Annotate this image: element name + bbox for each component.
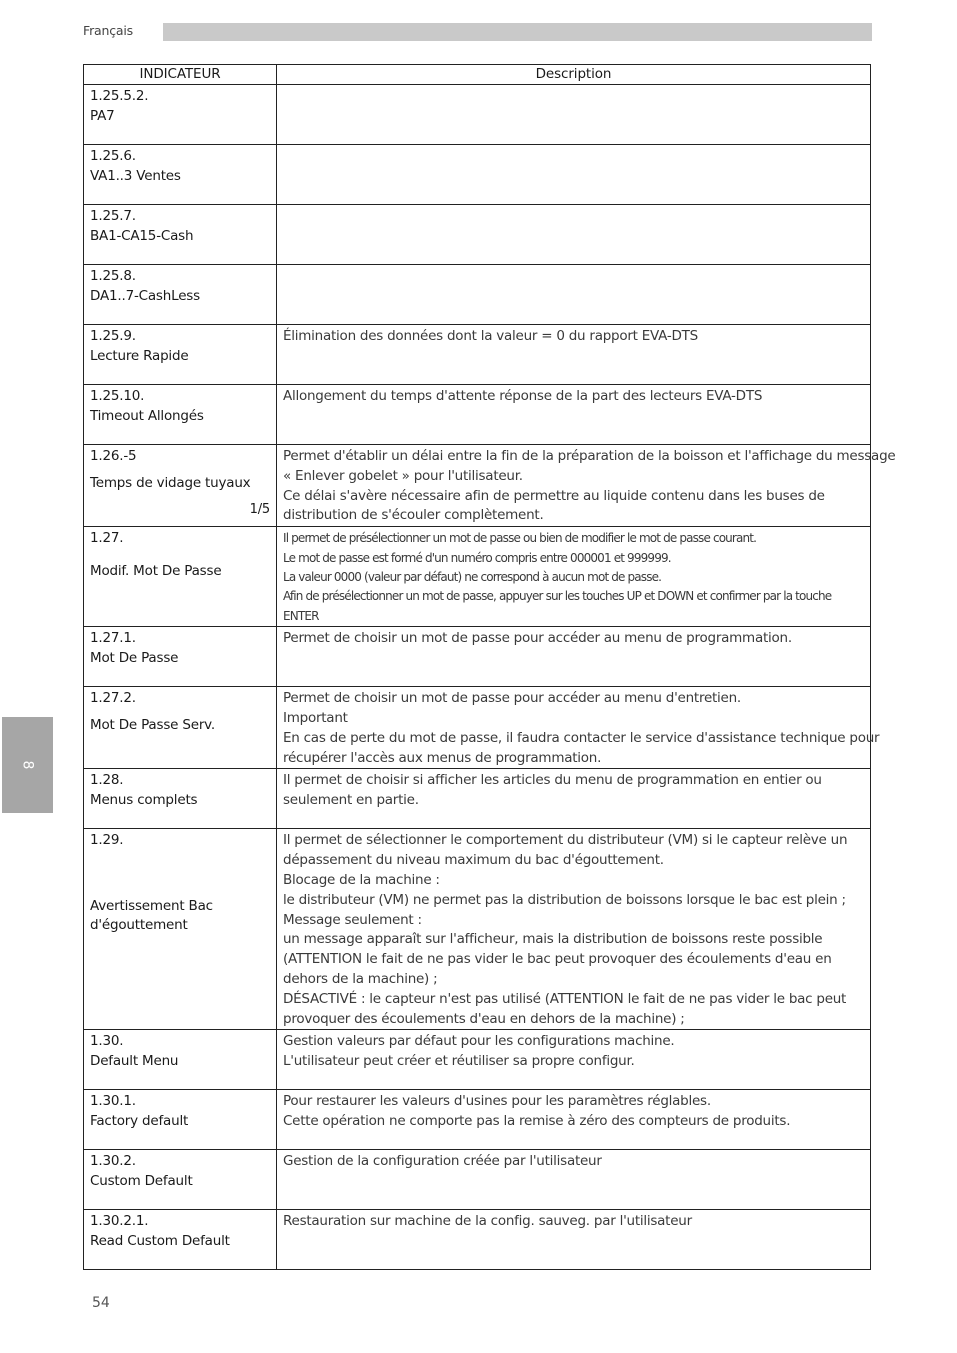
header-bar	[163, 23, 872, 41]
indicator-name: Mot De Passe	[90, 649, 179, 666]
description-content	[277, 265, 870, 267]
description-line: Pour restaurer les valeurs d'usines pour les paramètres réglables.	[283, 1093, 711, 1110]
indicator-name: BA1-CA15-Cash	[90, 227, 194, 244]
indicator-extra: 1/5	[249, 501, 270, 517]
description-line: Gestion valeurs par défaut pour les configurations machine.	[283, 1033, 675, 1050]
column-header-indicator: INDICATEUR	[84, 65, 277, 85]
table-row	[84, 1030, 871, 1090]
indicator-cell-content	[84, 627, 276, 686]
indicator-name: Lecture Rapide	[90, 347, 189, 364]
page-number: 54	[92, 1295, 110, 1311]
chapter-tab	[2, 717, 53, 813]
indicator-code: 1.30.	[90, 1033, 124, 1050]
description-content	[277, 829, 870, 1029]
indicator-code: 1.25.6.	[90, 148, 136, 164]
description-cell	[277, 265, 871, 325]
table-row	[84, 145, 871, 205]
table-row	[84, 1150, 871, 1210]
column-header-description: Description	[277, 65, 871, 85]
description-line: L'utilisateur peut créer et réutiliser sa propre configur.	[283, 1053, 635, 1070]
indicator-code: 1.26.-5	[90, 448, 137, 464]
description-line: Blocage de la machine :	[283, 872, 440, 888]
description-line: Ce délai s'avère nécessaire afin de permettre au liquide contenu dans les buses de	[283, 487, 825, 504]
description-line: Le mot de passe est formé d'un numéro compris entre 000001 et 999999.	[283, 550, 671, 565]
description-line: Afin de présélectionner un mot de passe, appuyer sur les touches UP et DOWN et confirmer par la touche	[283, 589, 832, 604]
indicator-code: 1.25.8.	[90, 268, 136, 284]
indicator-cell-content	[84, 145, 276, 204]
indicator-name: Default Menu	[90, 1052, 179, 1069]
table-row	[84, 687, 871, 769]
table-row	[84, 527, 871, 627]
indicator-cell	[84, 145, 277, 205]
indicator-cell	[84, 1090, 277, 1150]
table-row	[84, 205, 871, 265]
description-line: Élimination des données dont la valeur = 0 du rapport EVA-DTS	[283, 328, 698, 344]
table-row	[84, 265, 871, 325]
description-line: (ATTENTION le fait de ne pas vider le bac peut provoquer des écoulements d'eau en	[283, 951, 832, 968]
description-cell	[277, 1150, 871, 1210]
description-line: Restauration sur machine de la config. sauveg. par l'utilisateur	[283, 1213, 692, 1230]
indicator-code: 1.27.	[90, 530, 124, 547]
description-cell	[277, 687, 880, 769]
indicator-name: Timeout Allongés	[90, 407, 204, 424]
indicator-cell	[84, 445, 277, 527]
description-line: La valeur 0000 (valeur par défaut) ne correspond à aucun mot de passe.	[283, 570, 662, 584]
chapter-tab-label: 8	[19, 760, 36, 770]
description-line: le distributeur (VM) ne permet pas la distribution de boissons lorsque le bac est plein ;	[283, 891, 846, 908]
indicator-code: 1.27.1.	[90, 630, 136, 647]
description-line: récupérer l'accès aux menus de programmation.	[283, 749, 602, 766]
indicator-code: 1.28.	[90, 772, 124, 789]
description-content	[277, 769, 870, 811]
description-cell	[277, 205, 871, 265]
indicator-code: 1.25.9.	[90, 328, 136, 344]
table-row	[84, 325, 871, 385]
indicator-cell	[84, 385, 277, 445]
indicator-cell	[84, 769, 277, 829]
description-line: Il permet de choisir si afficher les articles du menu de programmation en entier ou	[283, 772, 822, 789]
indicator-cell-content	[84, 1090, 276, 1149]
description-line: dehors de la machine) ;	[283, 970, 438, 987]
indicator-code: 1.30.2.1.	[90, 1213, 149, 1230]
description-content	[277, 1210, 870, 1232]
description-cell	[277, 627, 871, 687]
indicator-cell	[84, 85, 277, 145]
indicator-cell-content	[84, 527, 276, 625]
description-line: Cette opération ne comporte pas la remise à zéro des compteurs de produits.	[283, 1113, 791, 1130]
indicator-cell	[84, 627, 277, 687]
description-line: Permet d'établir un délai entre la fin de la préparation de la boisson et l'affichage du message	[283, 448, 896, 464]
indicator-cell-content	[84, 829, 276, 1027]
indicator-cell	[84, 1210, 277, 1270]
description-line: Message seulement :	[283, 911, 422, 928]
description-cell	[277, 325, 871, 385]
description-cell	[277, 445, 896, 527]
description-line: un message apparaît sur l'afficheur, mais la distribution de boissons reste possible	[283, 931, 823, 948]
indicator-name: Avertissement Bac d'égouttement	[90, 897, 213, 934]
indicator-code: 1.25.5.2.	[90, 88, 149, 104]
indicator-name: Factory default	[90, 1112, 189, 1129]
indicator-cell	[84, 205, 277, 265]
indicator-name: DA1..7-CashLess	[90, 287, 200, 304]
description-line: DÉSACTIVÉ : le capteur n'est pas utilisé (ATTENTION le fait de ne pas vider le bac peut	[283, 990, 847, 1007]
indicator-name: Modif. Mot De Passe	[90, 562, 222, 579]
indicator-name: Menus complets	[90, 791, 198, 808]
table-row	[84, 1210, 871, 1270]
description-line: dépassement du niveau maximum du bac d'égouttement.	[283, 852, 664, 869]
description-cell	[277, 145, 871, 205]
description-cell	[277, 829, 871, 1030]
indicator-cell	[84, 829, 277, 1030]
description-content	[277, 1090, 870, 1132]
description-cell	[277, 1030, 871, 1090]
indicator-code: 1.30.2.	[90, 1153, 136, 1170]
indicator-cell	[84, 1030, 277, 1090]
description-line: « Enlever gobelet » pour l'utilisateur.	[283, 467, 523, 484]
indicator-cell	[84, 1150, 277, 1210]
description-cell	[277, 385, 871, 445]
indicator-code: 1.27.2.	[90, 690, 136, 707]
description-line: Il permet de présélectionner un mot de passe ou bien de modifier le mot de passe courant.	[283, 531, 757, 546]
description-cell	[277, 85, 871, 145]
description-line: ENTER	[283, 608, 319, 623]
description-line: seulement en partie.	[283, 792, 419, 809]
indicator-cell-content	[84, 265, 276, 324]
language-label: Français	[83, 23, 133, 38]
table-row	[84, 1090, 871, 1150]
description-line: provoquer des écoulements d'eau en dehors de la machine) ;	[283, 1010, 685, 1027]
indicator-cell-content	[84, 325, 276, 384]
indicator-name: Read Custom Default	[90, 1232, 230, 1249]
indicator-cell-content	[84, 1150, 276, 1209]
indicator-code: 1.25.10.	[90, 388, 145, 404]
description-line: Gestion de la configuration créée par l'utilisateur	[283, 1153, 602, 1170]
table-header-row	[84, 65, 871, 85]
description-content	[277, 325, 870, 347]
description-content	[277, 385, 870, 407]
description-line: Il permet de sélectionner le comportement du distributeur (VM) si le capteur relève un	[283, 832, 848, 849]
indicator-code: 1.25.7.	[90, 208, 136, 224]
description-content	[277, 527, 870, 626]
indicator-table	[83, 64, 896, 1270]
table-row	[84, 385, 871, 445]
indicator-name: Mot De Passe Serv.	[90, 716, 216, 733]
indicator-cell-content	[84, 1030, 276, 1089]
table-row	[84, 627, 871, 687]
indicator-cell-content	[84, 769, 276, 828]
description-cell	[277, 769, 871, 829]
description-cell	[277, 527, 871, 627]
description-line: Allongement du temps d'attente réponse de la part des lecteurs EVA-DTS	[283, 388, 763, 404]
indicator-name: VA1..3 Ventes	[90, 167, 181, 184]
indicator-cell-content	[84, 445, 276, 524]
indicator-cell	[84, 527, 277, 627]
indicator-cell	[84, 325, 277, 385]
indicator-name: PA7	[90, 107, 115, 124]
indicator-cell	[84, 265, 277, 325]
description-content	[277, 205, 870, 207]
table-row	[84, 445, 871, 527]
table-row	[84, 829, 871, 1030]
description-line: Permet de choisir un mot de passe pour accéder au menu de programmation.	[283, 630, 792, 647]
indicator-cell	[84, 687, 277, 769]
description-content	[277, 1150, 870, 1172]
table-row	[84, 769, 871, 829]
description-cell	[277, 1210, 871, 1270]
description-content	[277, 145, 870, 147]
description-cell	[277, 1090, 871, 1150]
description-line: distribution de s'écouler complètement.	[283, 507, 544, 524]
description-content	[277, 1030, 870, 1072]
description-line: Important	[283, 710, 348, 727]
indicator-cell-content	[84, 85, 276, 144]
indicator-name: Temps de vidage tuyaux	[90, 474, 251, 491]
description-content	[277, 445, 896, 526]
description-line: Permet de choisir un mot de passe pour accéder au menu d'entretien.	[283, 690, 741, 707]
indicator-name: Custom Default	[90, 1172, 193, 1189]
indicator-code: 1.29.	[90, 832, 124, 849]
indicator-cell-content	[84, 687, 276, 766]
description-content	[277, 687, 880, 768]
description-line: En cas de perte du mot de passe, il faudra contacter le service d'assistance technique pour	[283, 729, 880, 746]
indicator-cell-content	[84, 205, 276, 264]
indicator-cell-content	[84, 385, 276, 444]
table-row	[84, 85, 871, 145]
indicator-cell-content	[84, 1210, 276, 1269]
description-content	[277, 85, 870, 87]
indicator-code: 1.30.1.	[90, 1093, 136, 1110]
description-content	[277, 627, 870, 649]
